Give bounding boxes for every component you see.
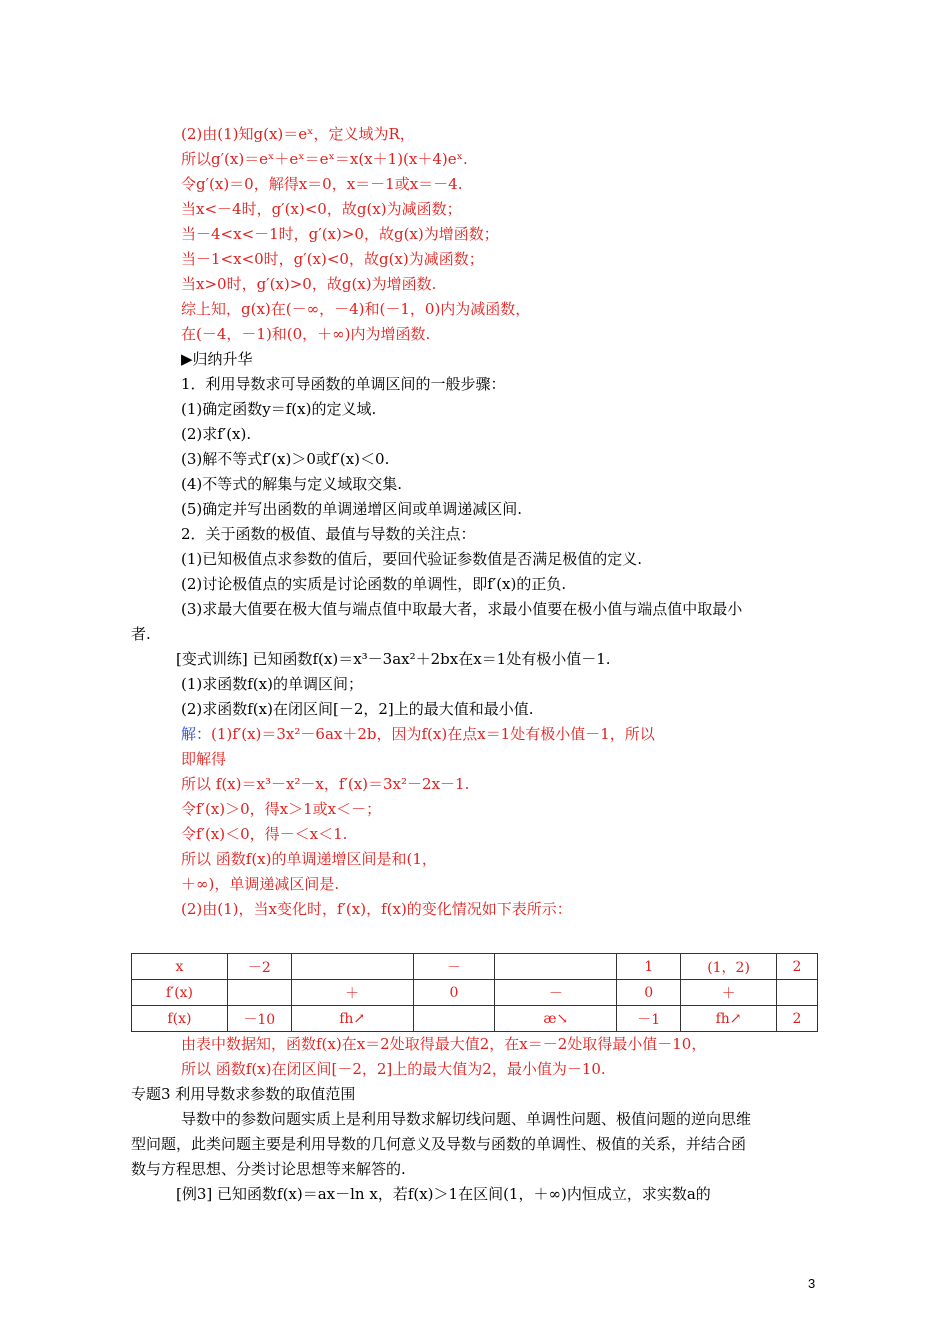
text-line: 当x>0时，g′(x)>0，故g(x)为增函数.	[181, 275, 437, 293]
text-line: 型问题，此类问题主要是利用导数的几何意义及导数与函数的单调性、极值的关系，并结合函	[131, 1135, 747, 1153]
text-line: ＋∞)，单调递减区间是.	[181, 875, 340, 893]
text-line: 者.	[131, 625, 151, 643]
text-line: (3)求最大值要在极大值与端点值中取最大者，求最小值要在极小值与端点值中取最小	[181, 600, 743, 618]
table-cell: －	[495, 980, 617, 1006]
table-cell: fh↗	[291, 1006, 413, 1032]
table-cell: －2	[227, 954, 291, 980]
text-line: 所以 f(x)＝x³－x²－x，f′(x)＝3x²－2x－1.	[181, 775, 470, 793]
text-line: (2)讨论极值点的实质是讨论函数的单调性，即f′(x)的正负.	[181, 575, 567, 593]
variation-table	[131, 953, 818, 1032]
solution-label: 解：	[181, 725, 212, 743]
table-cell: －1	[617, 1006, 681, 1032]
table-cell: ＋	[291, 980, 413, 1006]
table-cell: f(x)	[132, 1006, 228, 1032]
text-line: 由表中数据知，函数f(x)在x＝2处取得最大值2，在x＝－2处取得最小值－10，	[181, 1035, 707, 1053]
table-cell: æ↘	[495, 1006, 617, 1032]
text-line: 导数中的参数问题实质上是利用导数求解切线问题、单调性问题、极值问题的逆向思维	[181, 1110, 752, 1128]
text-line: 当x<－4时，g′(x)<0，故g(x)为减函数；	[181, 200, 462, 218]
text-line: [例3] 已知函数f(x)＝ax－ln x，若f(x)＞1在区间(1，＋∞)内恒成立，求实数a的	[176, 1185, 711, 1203]
text-line: (1)已知极值点求参数的值后，要回代验证参数值是否满足极值的定义.	[181, 550, 643, 568]
table-cell	[291, 954, 413, 980]
text-line: (2)由(1)知g(x)＝eˣ，定义域为R，	[181, 125, 415, 143]
text-line: 数与方程思想、分类讨论思想等来解答的.	[131, 1160, 406, 1178]
text-line: 令f′(x)＜0，得－＜x＜1.	[181, 825, 348, 843]
text-line: 所以g′(x)＝eˣ＋eˣ＝eˣ＝x(x＋1)(x＋4)eˣ.	[181, 150, 468, 168]
text-line: 即解得	[181, 750, 227, 768]
text-line: (2)求f′(x).	[181, 425, 252, 443]
table-cell: fh↗	[681, 1006, 777, 1032]
text-line: 2．关于函数的极值、最值与导数的关注点：	[181, 525, 476, 543]
solution-text: (1)f′(x)＝3x²－6ax＋2b，因为f(x)在点x＝1处有极小值－1，所以	[211, 725, 655, 743]
table-cell	[495, 954, 617, 980]
table-cell	[413, 1006, 495, 1032]
table-row	[132, 1006, 818, 1032]
table-cell: (1，2)	[681, 954, 777, 980]
table-cell	[227, 980, 291, 1006]
text-line: (1)确定函数y＝f(x)的定义域.	[181, 400, 377, 418]
solution-line	[181, 724, 655, 744]
text-line: 当－1<x<0时，g′(x)<0，故g(x)为减函数；	[181, 250, 484, 268]
table-cell: 2	[777, 954, 818, 980]
text-line: (5)确定并写出函数的单调递增区间或单调递减区间.	[181, 500, 523, 518]
text-line: ▶归纳升华	[181, 350, 253, 368]
table-cell: －10	[227, 1006, 291, 1032]
text-line: (4)不等式的解集与定义域取交集.	[181, 475, 403, 493]
table-cell: 2	[777, 1006, 818, 1032]
text-line: (2)由(1)，当x变化时，f′(x)，f(x)的变化情况如下表所示：	[181, 900, 572, 918]
text-line: 所以 函数f(x)的单调递增区间是和(1，	[181, 850, 437, 868]
table-cell: －	[413, 954, 495, 980]
page-number: 3	[808, 1276, 816, 1291]
text-line: (2)求函数f(x)在闭区间[－2，2]上的最大值和最小值.	[181, 700, 534, 718]
text-line: 所以 函数f(x)在闭区间[－2，2]上的最大值为2，最小值为－10.	[181, 1060, 606, 1078]
table-row	[132, 954, 818, 980]
table-cell: f′(x)	[132, 980, 228, 1006]
table-row	[132, 980, 818, 1006]
text-line: 1．利用导数求可导函数的单调区间的一般步骤：	[181, 375, 506, 393]
text-line: (1)求函数f(x)的单调区间；	[181, 675, 363, 693]
text-line: 专题3 利用导数求参数的取值范围	[131, 1085, 356, 1103]
table-cell: 1	[617, 954, 681, 980]
text-line: 当－4<x<－1时，g′(x)>0，故g(x)为增函数；	[181, 225, 499, 243]
table-cell	[777, 980, 818, 1006]
text-line: 综上知，g(x)在(－∞，－4)和(－1，0)内为减函数，	[181, 300, 531, 318]
text-line: 在(－4，－1)和(0，＋∞)内为增函数.	[181, 325, 431, 343]
text-line: 令g′(x)＝0，解得x＝0，x＝－1或x＝－4.	[181, 175, 463, 193]
table-cell: ＋	[681, 980, 777, 1006]
table-cell: 0	[617, 980, 681, 1006]
table-cell: 0	[413, 980, 495, 1006]
text-line: [变式训练] 已知函数f(x)＝x³－3ax²＋2bx在x＝1处有极小值－1.	[176, 650, 611, 668]
text-line: (3)解不等式f′(x)＞0或f′(x)＜0.	[181, 450, 390, 468]
text-line: 令f′(x)＞0，得x＞1或x＜－；	[181, 800, 382, 818]
table-cell: x	[132, 954, 228, 980]
